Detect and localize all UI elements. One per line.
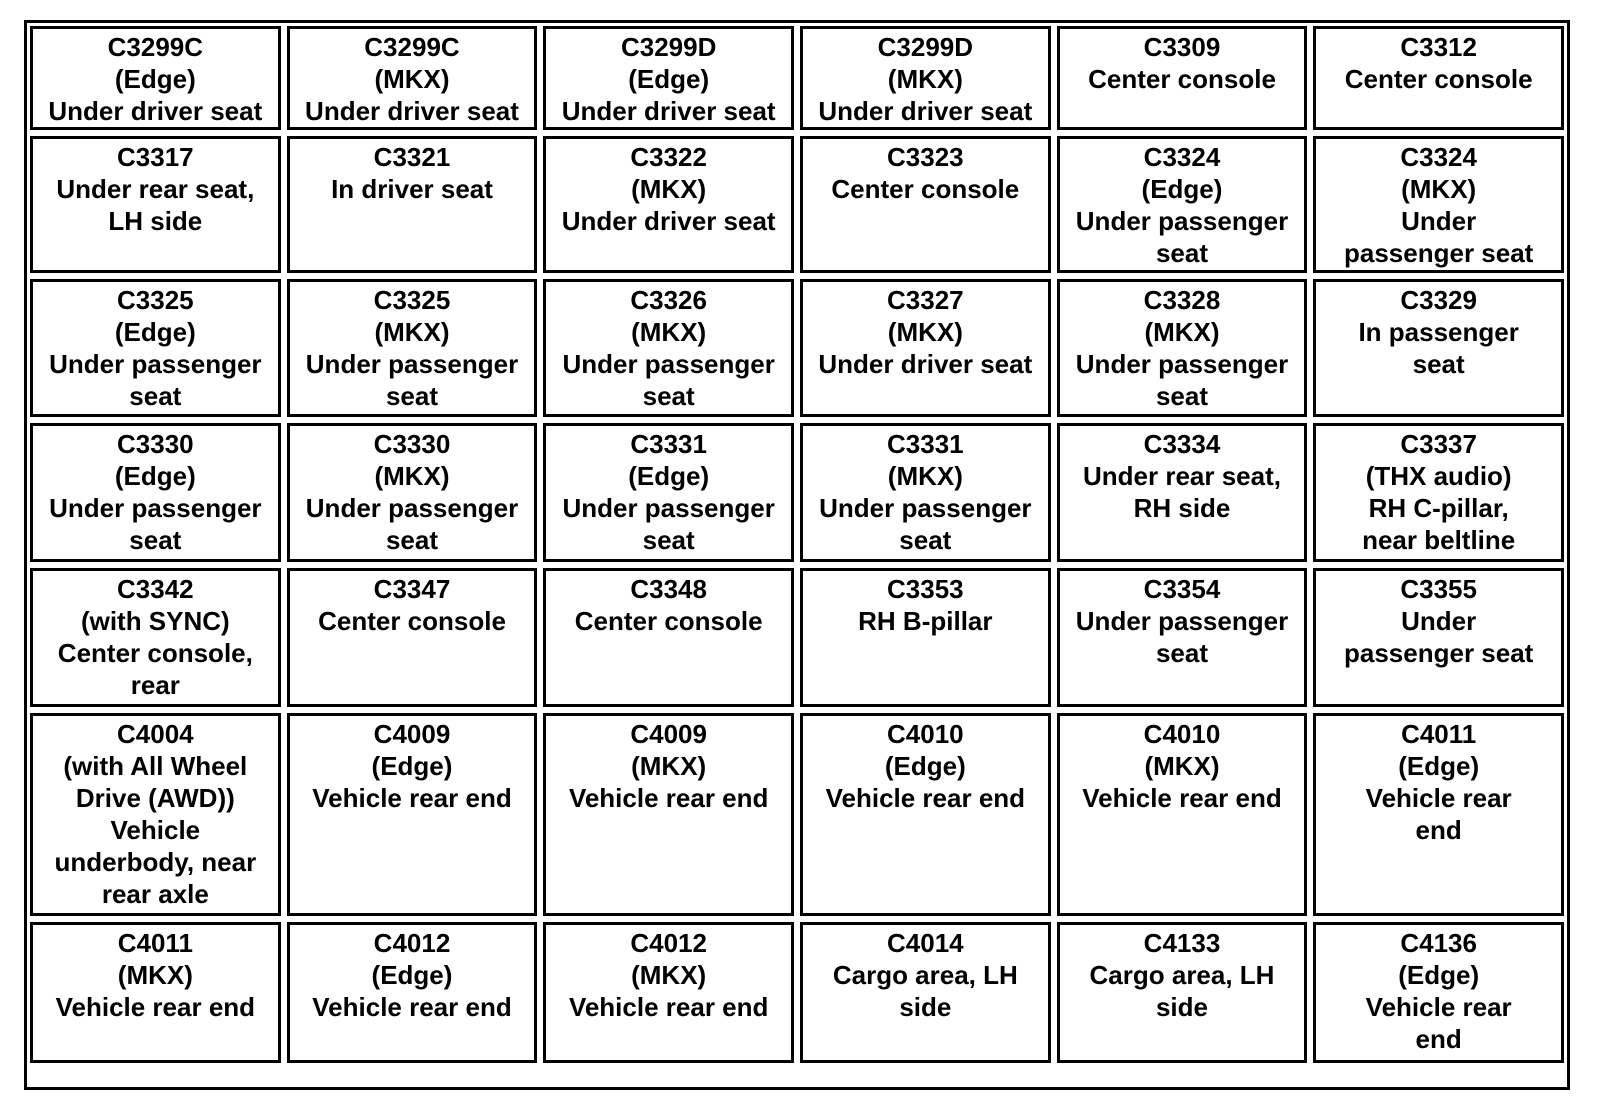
connector-description-line: Under passenger [562, 493, 775, 523]
connector-id: C3330 [373, 429, 451, 459]
connector-id: C4009 [630, 719, 707, 749]
table-cell [287, 26, 538, 130]
connector-id: C3299D [620, 32, 717, 62]
connector-description-line: Vehicle rear end [568, 783, 769, 813]
connector-id: C4014 [887, 928, 964, 958]
connector-description-line: (MKX) [631, 174, 707, 204]
connector-description-line: Cargo area, LH [832, 960, 1018, 990]
table-cell [1313, 922, 1564, 1063]
connector-description-line: Under [1401, 606, 1477, 636]
table-cell [543, 922, 794, 1063]
table-cell [1313, 136, 1564, 273]
connector-description-line: (Edge) [628, 64, 710, 94]
connector-description-line: Under passenger [562, 349, 775, 379]
connector-description-line: Under rear seat, [1083, 461, 1281, 491]
connector-description-line: Under passenger [1075, 349, 1289, 379]
connector-id: C3337 [1400, 429, 1477, 459]
connector-description-line: Center console [1344, 64, 1533, 94]
connector-description-line: side [1155, 992, 1208, 1022]
connector-id: C3325 [373, 285, 451, 315]
connector-description-line: Under passenger [819, 493, 1032, 523]
connector-description-line: (MKX) [631, 751, 707, 781]
table-cell [1057, 423, 1308, 562]
connector-id: C3323 [887, 142, 964, 172]
table-cell [287, 922, 538, 1063]
connector-description-line: Under driver seat [818, 96, 1033, 126]
connector-description-line: Vehicle [110, 815, 201, 845]
connector-description-line: Vehicle rear end [568, 992, 769, 1022]
connector-id: C3299C [107, 32, 204, 62]
connector-description-line: Under passenger [305, 349, 519, 379]
table-cell [543, 713, 794, 916]
connector-description-line: Vehicle rear end [312, 992, 512, 1022]
table-cell [287, 423, 538, 562]
connector-description-line: seat [642, 525, 695, 555]
connector-description-line: Vehicle rear end [312, 783, 512, 813]
table-grid [30, 26, 1564, 1084]
table-cell [800, 136, 1051, 273]
connector-description-line: seat [1155, 638, 1209, 668]
connector-id: C4012 [630, 928, 707, 958]
table-cell [30, 26, 281, 130]
connector-description-line: Cargo area, LH [1089, 960, 1275, 990]
connector-description-line: Under passenger [1075, 206, 1289, 236]
connector-description-line: (MKX) [1401, 174, 1477, 204]
table-cell [800, 26, 1051, 130]
table-cell [30, 136, 281, 273]
table-cell [800, 713, 1051, 916]
connector-id: C3329 [1400, 285, 1477, 315]
connector-id: C3317 [117, 142, 194, 172]
table-cell [1313, 26, 1564, 130]
connector-description-line: seat [1155, 238, 1209, 268]
connector-description-line: RH side [1133, 493, 1231, 523]
connector-description-line: Under driver seat [561, 96, 776, 126]
connector-description-line: (Edge) [1398, 751, 1480, 781]
connector-description-line: (THX audio) [1365, 461, 1512, 491]
connector-description-line: Vehicle rear end [825, 783, 1026, 813]
connector-id: C3355 [1400, 574, 1477, 604]
table-cell [1057, 568, 1308, 707]
table-cell [1057, 922, 1308, 1063]
table-cell [1057, 279, 1308, 417]
table-cell [800, 568, 1051, 707]
table-cell [287, 713, 538, 916]
connector-description-line: rear axle [101, 879, 209, 909]
connector-description-line: (MKX) [1144, 317, 1220, 347]
connector-description-line: Vehicle rear [1365, 783, 1512, 813]
connector-id: C3309 [1143, 32, 1221, 62]
connector-description-line: passenger seat [1344, 238, 1534, 268]
connector-id: C3322 [630, 142, 707, 172]
connector-description-line: Under driver seat [561, 206, 776, 236]
connector-id: C3326 [630, 285, 707, 315]
connector-id: C4009 [373, 719, 451, 749]
connector-description-line: Drive (AWD)) [75, 783, 235, 813]
connector-description-line: Center console [318, 606, 506, 636]
table-cell [1313, 423, 1564, 562]
table-cell [287, 568, 538, 707]
connector-description-line: seat [1412, 349, 1465, 379]
connector-description-line: (MKX) [374, 64, 450, 94]
table-cell [800, 922, 1051, 1063]
table-cell [543, 568, 794, 707]
table-cell [543, 423, 794, 562]
connector-description-line: (Edge) [114, 317, 196, 347]
connector-description-line: (MKX) [631, 317, 707, 347]
connector-id: C3353 [887, 574, 964, 604]
connector-description-line: (Edge) [884, 751, 966, 781]
connector-description-line: seat [1155, 381, 1209, 411]
connector-id: C4011 [117, 928, 193, 958]
connector-description-line: (Edge) [114, 64, 196, 94]
connector-description-line: (MKX) [374, 461, 450, 491]
table-cell [1057, 713, 1308, 916]
table-cell [287, 136, 538, 273]
connector-description-line: (MKX) [1144, 751, 1220, 781]
connector-description-line: Center console [831, 174, 1020, 204]
table-cell [800, 423, 1051, 562]
connector-description-line: Under passenger [1075, 606, 1289, 636]
connector-id: C4010 [1143, 719, 1221, 749]
connector-description-line: Under rear seat, [56, 174, 255, 204]
connector-description-line: Center console [574, 606, 763, 636]
connector-id: C4012 [373, 928, 451, 958]
connector-description-line: Center console [1088, 64, 1276, 94]
connector-description-line: Center console, [57, 638, 253, 668]
connector-description-line: (Edge) [1398, 960, 1480, 990]
table-cell [543, 26, 794, 130]
table-cell [1057, 136, 1308, 273]
connector-description-line: Under driver seat [305, 96, 519, 126]
connector-description-line: (Edge) [371, 960, 453, 990]
table-cell [30, 423, 281, 562]
connector-description-line: underbody, near [54, 847, 257, 877]
table-cell [1313, 279, 1564, 417]
connector-description-line: side [899, 992, 952, 1022]
connector-description-line: Vehicle rear end [55, 992, 256, 1022]
connector-description-line: (with SYNC) [80, 606, 230, 636]
table-cell [543, 279, 794, 417]
connector-id: C3354 [1143, 574, 1221, 604]
connector-location-table [24, 20, 1570, 1090]
connector-description-line: passenger seat [1344, 638, 1534, 668]
table-cell [30, 568, 281, 707]
connector-id: C3327 [887, 285, 964, 315]
connector-id: C3299C [364, 32, 460, 62]
connector-description-line: seat [129, 525, 182, 555]
connector-description-line: (MKX) [887, 64, 963, 94]
connector-id: C3330 [117, 429, 194, 459]
connector-id: C3348 [630, 574, 707, 604]
table-cell [30, 713, 281, 916]
connector-description-line: (MKX) [631, 960, 707, 990]
connector-description-line: seat [642, 381, 695, 411]
connector-id: C3321 [373, 142, 451, 172]
connector-description-line: Under passenger [305, 493, 519, 523]
connector-description-line: (MKX) [887, 461, 963, 491]
connector-id: C3324 [1400, 142, 1477, 172]
connector-description-line: end [1415, 1024, 1462, 1054]
table-cell [1057, 26, 1308, 130]
connector-description-line: RH B-pillar [858, 606, 993, 636]
connector-description-line: LH side [108, 206, 203, 236]
connector-id: C3347 [373, 574, 451, 604]
connector-id: C4133 [1143, 928, 1221, 958]
connector-description-line: Vehicle rear end [1082, 783, 1282, 813]
connector-description-line: In driver seat [331, 174, 493, 204]
connector-id: C4010 [887, 719, 964, 749]
connector-description-line: (Edge) [114, 461, 196, 491]
connector-description-line: Vehicle rear [1365, 992, 1512, 1022]
connector-description-line: (MKX) [887, 317, 963, 347]
connector-id: C3331 [887, 429, 964, 459]
connector-description-line: In passenger [1358, 317, 1519, 347]
table-cell [543, 136, 794, 273]
connector-description-line: Under driver seat [818, 349, 1033, 379]
connector-description-line: Under passenger [49, 493, 262, 523]
connector-description-line: seat [385, 381, 439, 411]
table-cell [30, 922, 281, 1063]
connector-id: C3328 [1143, 285, 1221, 315]
connector-id: C3299D [877, 32, 974, 62]
table-cell [1313, 713, 1564, 916]
connector-description-line: seat [129, 381, 182, 411]
connector-id: C3334 [1143, 429, 1221, 459]
connector-id: C4004 [117, 719, 194, 749]
table-cell [1313, 568, 1564, 707]
connector-description-line: (with All Wheel [63, 751, 248, 781]
connector-id: C3312 [1400, 32, 1477, 62]
connector-description-line: Under [1401, 206, 1477, 236]
connector-description-line: rear [130, 670, 180, 700]
connector-id: C3325 [117, 285, 194, 315]
connector-description-line: Under passenger [49, 349, 262, 379]
connector-id: C4011 [1401, 719, 1477, 749]
connector-description-line: Under driver seat [48, 96, 263, 126]
connector-description-line: end [1415, 815, 1462, 845]
connector-id: C3331 [630, 429, 707, 459]
connector-description-line: (Edge) [371, 751, 453, 781]
connector-description-line: (Edge) [628, 461, 710, 491]
connector-description-line: seat [899, 525, 952, 555]
connector-description-line: (MKX) [117, 960, 193, 990]
connector-description-line: near beltline [1362, 525, 1516, 555]
table-cell [30, 279, 281, 417]
connector-description-line: (Edge) [1141, 174, 1223, 204]
table-cell [800, 279, 1051, 417]
table-cell [287, 279, 538, 417]
connector-id: C3324 [1143, 142, 1221, 172]
connector-description-line: seat [385, 525, 439, 555]
connector-description-line: RH C-pillar, [1368, 493, 1509, 523]
connector-id: C3342 [117, 574, 194, 604]
connector-description-line: (MKX) [374, 317, 450, 347]
connector-id: C4136 [1400, 928, 1477, 958]
